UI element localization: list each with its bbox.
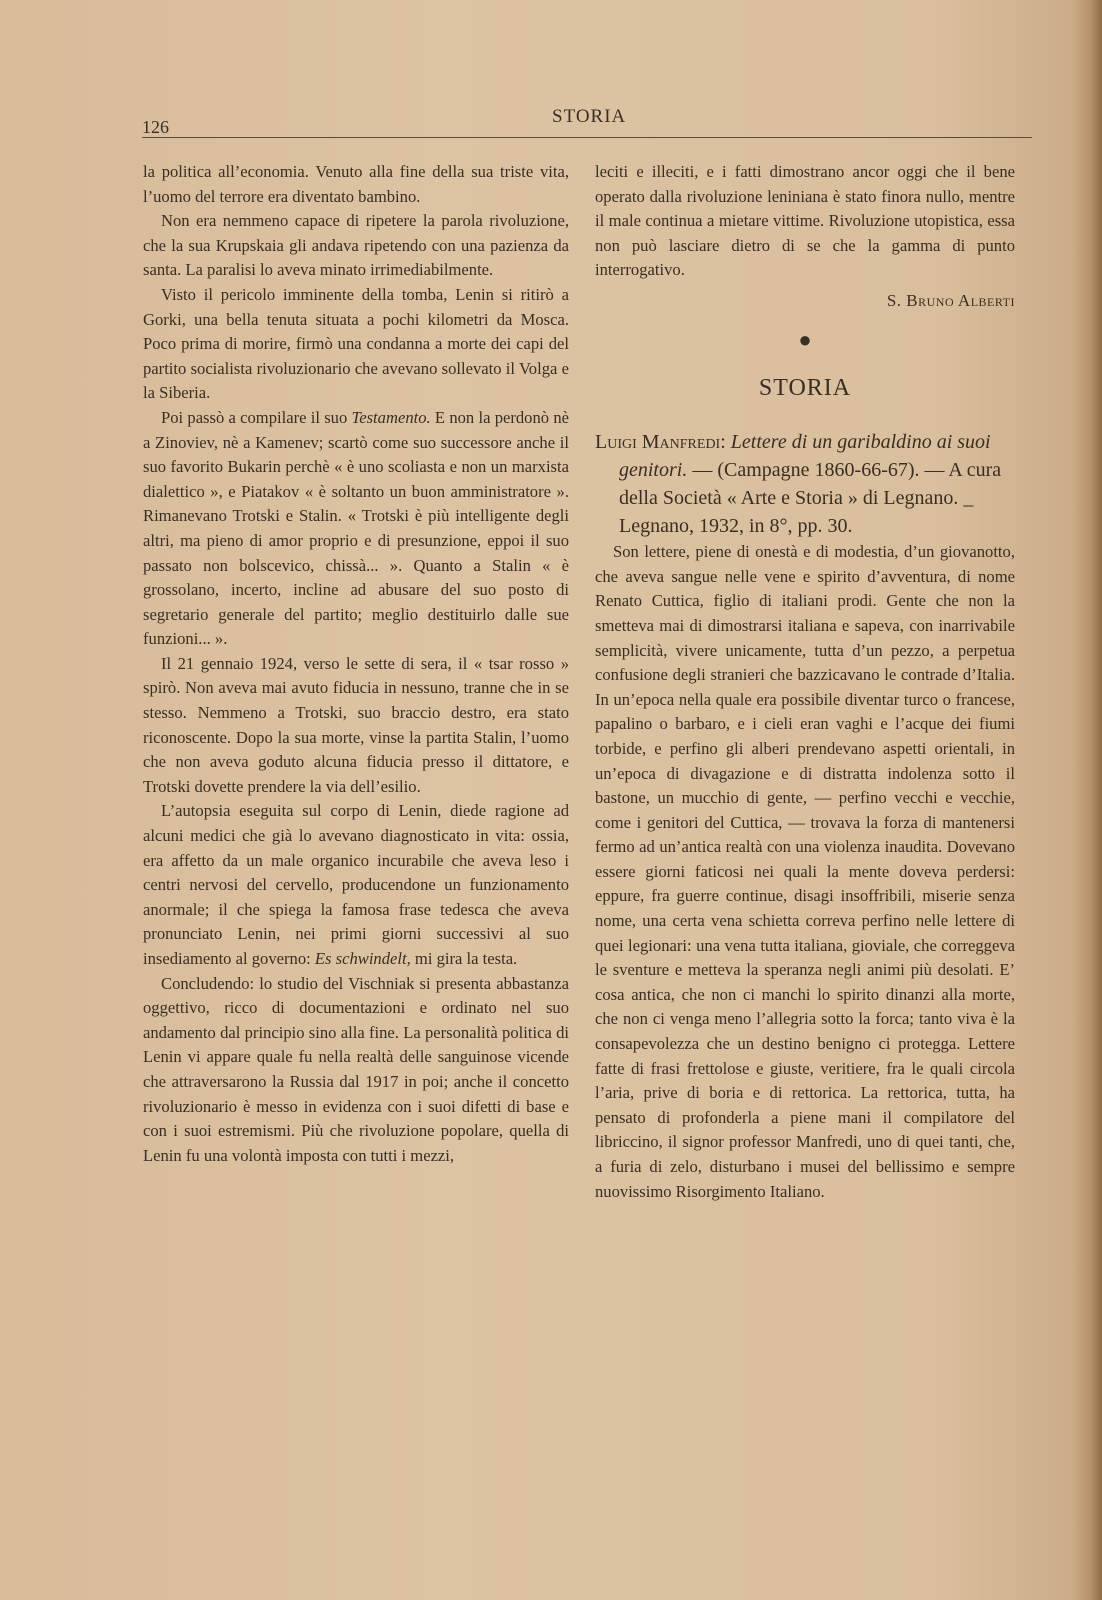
paragraph: leciti e illeciti, e i fatti dimostrano ancor oggi che il bene operato dalla rivoluzione leniniana è stato finora nullo, mentre il male continua a mietare vittime. Rivoluzione utopistica, essa non può lasciare dietro di se che la gamma di punto interrogativo. [595, 162, 1015, 280]
page-header [142, 103, 1032, 143]
bibliographic-entry [595, 428, 1015, 540]
review-paragraph: Son lettere, piene di onestà e di modestia, d’un giovanotto, che aveva sangue nelle vene e spirito d’avventura, di nome Renato Cuttica, figlio di italiani prodi. Gente che non la smetteva mai di dimostrarsi italiana e sapeva, con inarrivabile semplicità, vivere unicamente, tutta d’un pezzo, a perpetua confusione degli stranieri che bazzicavano le contrade d’Italia. In un’epoca nella quale era possibile diventar turco o francese, papalino o barbaro, e i cieli eran vaghi e l’acque dei fiumi torbide, e perfino gli alberi prendevano aspetti orientali, in un’epoca di divagazione e di distratta indolenza sotto il bastone, un mucchio di gente, — perfino vecchi e vecchie, come i genitori del Cuttica, — trovava la forza di mantenersi fermo ad un’antica realtà con una violenza inaudita. Dovevano essere giorni faticosi nei quali la mente doveva perdersi: eppure, fra guerre continue, disagi insoffribili, miserie senza nome, una certa vena schietta correva perfino nelle lettere di quei legionari: una vena tutta italiana, gioviale, che correggeva le sventure e metteva la speranza negli animi più desolati. E’ cosa antica, che non ci manchi lo spirito dinanzi alla morte, che non ci venga meno l’allegria sotto la forca; tanto viva è la consapevolezza che un destino benigno ci protegga. Lettere fatte di frasi frettolose e giuste, veritiere, fra le quali circola l’aria, prive di boria e di rettorica. La rettorica, tutta, ha pensato di profonderla a piene mani il compilatore del libriccino, il signor professor Manfredi, uno di quei tanti, che, a furia di zelo, disturbano i musei del bellissimo e sempre nuovissimo Risorgimento Italiano. [595, 542, 1015, 1201]
page-number: 126 [142, 117, 169, 137]
section-separator: ● [798, 326, 812, 352]
left-column [143, 160, 569, 1168]
text-run: : [720, 431, 731, 454]
text-run: mi gira la testa. [410, 949, 518, 968]
paragraph: Il 21 gennaio 1924, verso le sette di sera, il « tsar rosso » spirò. Non aveva mai avuto fiducia in nessuno, tranne che in se stesso. Nemmeno a Trotski, suo braccio destro, era stato riconoscente. Dopo la sua morte, vinse la partita Stalin, l’uomo che non aveva goduto alcuna fiducia presso il dittatore, e Trotski dovette prendere la via dell’esilio. [143, 653, 569, 796]
book-author: Luigi Manfredi [595, 431, 721, 454]
author-signature: S. Bruno Alberti [886, 290, 1015, 310]
paragraph: la politica all’economia. Venuto alla fine della sua triste vita, l’uomo del terrore era diventato bambino. [143, 162, 569, 206]
header-rule [142, 137, 1032, 138]
paragraph: Visto il pericolo imminente della tomba, Lenin si ritirò a Gorki, una bella tenuta situata a pochi kilometri da Mosca. Poco prima di morire, firmò una condanna a morte dei capi del partito socialista rivoluzionario che avevano sollevato il Volga e la Siberia. [143, 284, 569, 403]
italic-text: Es schwindelt, [314, 949, 411, 968]
paragraph: Non era nemmeno capace di ripetere la parola rivoluzione, che la sua Krupskaia gli andava ripetendo con una pazienza da santa. La paralisi lo aveva minato irrimediabilmente. [143, 211, 569, 280]
text-run: E non la perdonò nè a Zinoviev, nè a Kamenev; scartò come suo successore anche il suo favorito Bukarin perchè « è uno scoliasta e non un marxista dialettico », e Piatakov « è soltanto un buon amministratore ». Rimanevano Trotski e Stalin. « Trotski è più intelligente degli altri, ma pieno di amor proprio e di presunzione, eppoi il suo passato non bolscevico, chissà... ». Quanto a Stalin « è grossolano, incerto, incline ad abusare del suo posto di segretario generale del partito; meglio destituirlo dalle sue funzioni... ». [143, 407, 569, 649]
text-run: Poi passò a compilare il suo [161, 407, 352, 427]
running-head: STORIA [552, 106, 627, 127]
book-details: — (Campagne 1860-66-67). — A cura della Società « Arte e Storia » di Legnano. _ Legnano, 1932, in 8°, pp. 30. [619, 459, 1002, 538]
paragraph: Concludendo: lo studio del Vischniak si presenta abbastanza oggettivo, ricco di documentazioni e ordinato nel suo andamento dal principio sino alla fine. La personalità politica di Lenin vi appare quale fu nella realtà delle sanguinose vicende che attraversarono la Russia dal 1917 in poi; anche il concetto rivoluzionario è messo in evidenza con i suoi difetti di base e con i suoi estremismi. Più che rivoluzione popolare, quella di Lenin fu una volontà imposta con tutti i mezzi, [143, 973, 569, 1165]
paragraph [143, 406, 569, 652]
right-column [595, 160, 1015, 1204]
paragraph [143, 799, 569, 971]
book-title: Lettere di un garibaldino ai suoi genitori. [619, 431, 991, 482]
text-run: L’autopsia eseguita sul corpo di Lenin, diede ragione ad alcuni medici che già lo avevano diagnosticato in vita: ossia, era affetto da un male organico incurabile che aveva leso i centri nervosi del cervello, producendone un funzionamento anormale; il che spiega la famosa frase tedesca che aveva pronunciato Lenin, nei primi giorni successivi al suo insediamento al governo: [143, 801, 569, 968]
section-title: STORIA [758, 374, 852, 401]
page-edge-shadow [1072, 0, 1102, 1600]
italic-text: Testamento. [351, 407, 431, 427]
